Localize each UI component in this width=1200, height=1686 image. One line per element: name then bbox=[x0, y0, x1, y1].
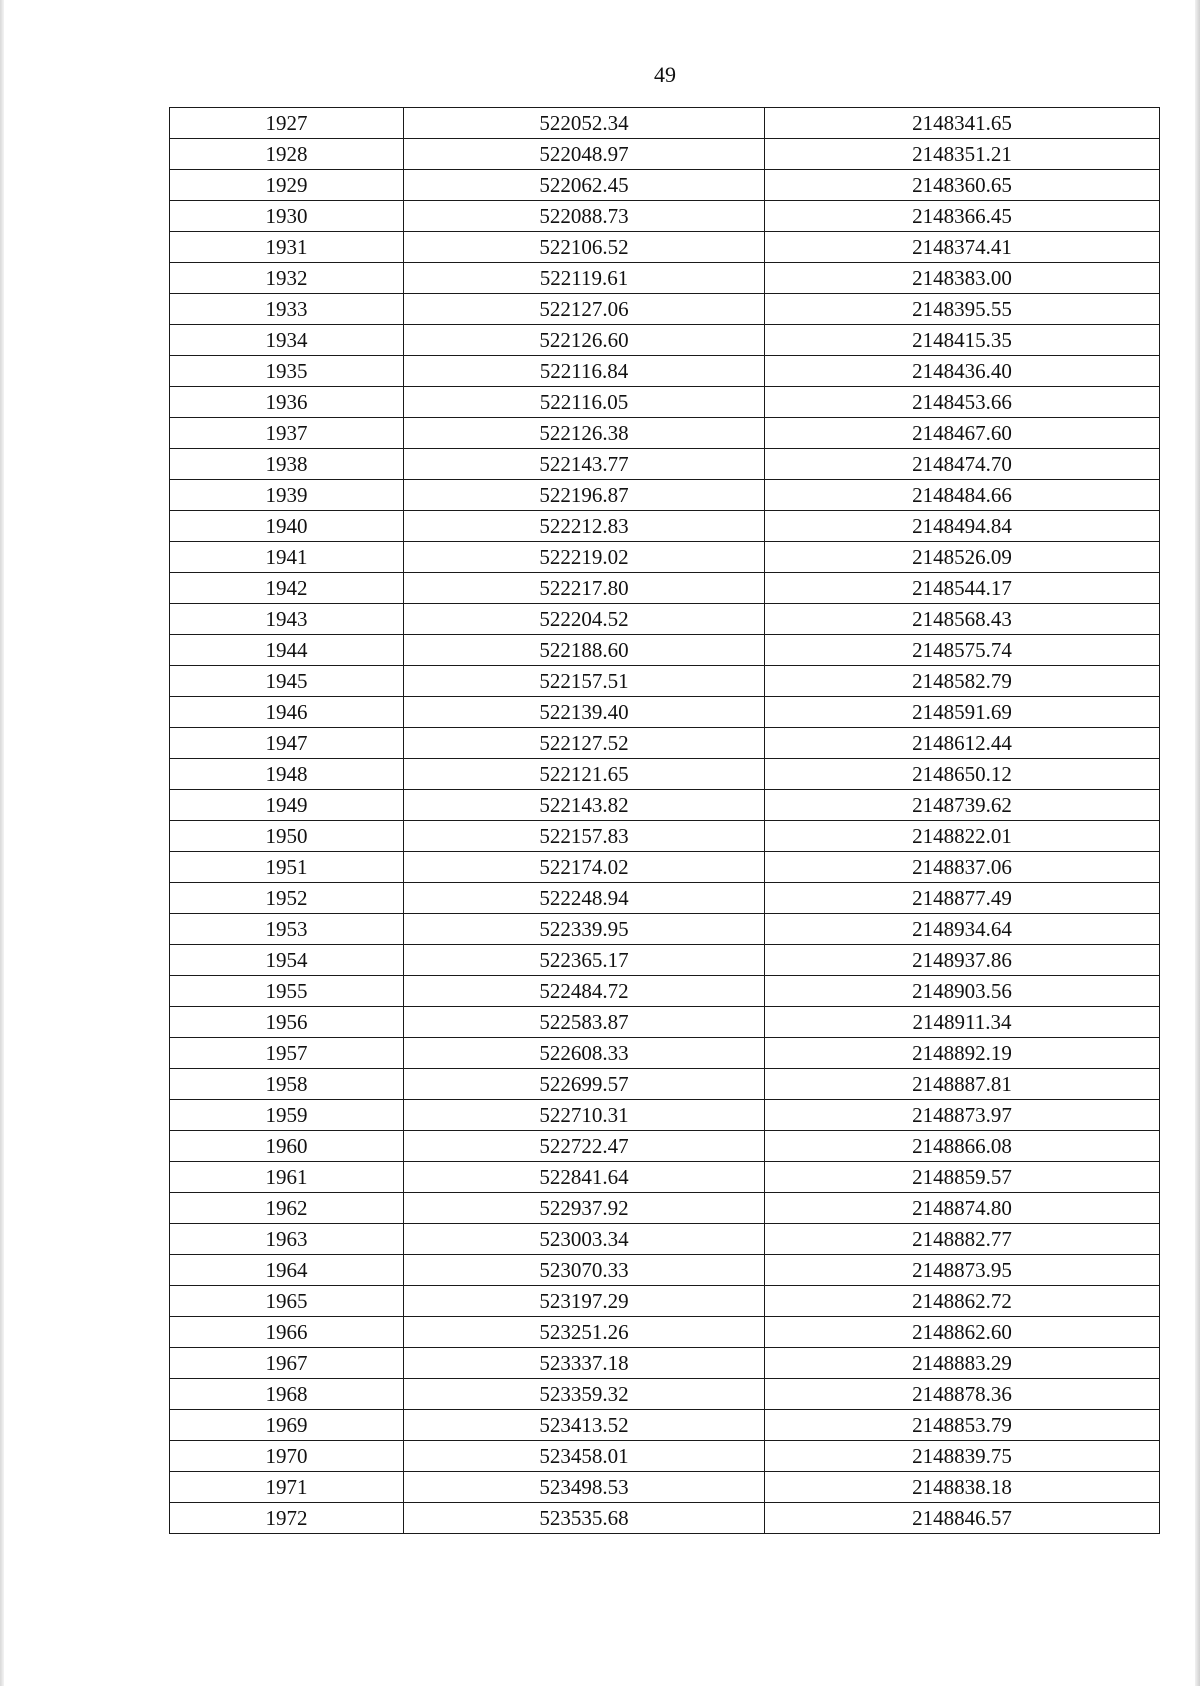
y-coordinate-cell: 2148878.36 bbox=[765, 1379, 1160, 1410]
point-number-cell: 1968 bbox=[170, 1379, 404, 1410]
y-coordinate-cell: 2148582.79 bbox=[765, 666, 1160, 697]
table-row bbox=[170, 1348, 1160, 1379]
table-row bbox=[170, 1069, 1160, 1100]
x-coordinate-cell: 523251.26 bbox=[404, 1317, 765, 1348]
point-number-cell: 1969 bbox=[170, 1410, 404, 1441]
table-row bbox=[170, 1007, 1160, 1038]
table-row bbox=[170, 728, 1160, 759]
x-coordinate-cell: 522196.87 bbox=[404, 480, 765, 511]
x-coordinate-cell: 522052.34 bbox=[404, 108, 765, 139]
point-number-cell: 1958 bbox=[170, 1069, 404, 1100]
table-row bbox=[170, 573, 1160, 604]
point-number-cell: 1967 bbox=[170, 1348, 404, 1379]
x-coordinate-cell: 522127.06 bbox=[404, 294, 765, 325]
x-coordinate-cell: 523359.32 bbox=[404, 1379, 765, 1410]
y-coordinate-cell: 2148911.34 bbox=[765, 1007, 1160, 1038]
table-row bbox=[170, 1224, 1160, 1255]
x-coordinate-cell: 522339.95 bbox=[404, 914, 765, 945]
point-number-cell: 1934 bbox=[170, 325, 404, 356]
x-coordinate-cell: 522841.64 bbox=[404, 1162, 765, 1193]
point-number-cell: 1962 bbox=[170, 1193, 404, 1224]
x-coordinate-cell: 522212.83 bbox=[404, 511, 765, 542]
point-number-cell: 1945 bbox=[170, 666, 404, 697]
y-coordinate-cell: 2148837.06 bbox=[765, 852, 1160, 883]
point-number-cell: 1927 bbox=[170, 108, 404, 139]
point-number-cell: 1928 bbox=[170, 139, 404, 170]
x-coordinate-cell: 522121.65 bbox=[404, 759, 765, 790]
x-coordinate-cell: 522157.51 bbox=[404, 666, 765, 697]
table-row bbox=[170, 387, 1160, 418]
y-coordinate-cell: 2148873.95 bbox=[765, 1255, 1160, 1286]
x-coordinate-cell: 522119.61 bbox=[404, 263, 765, 294]
scan-edge-left bbox=[0, 0, 4, 1686]
y-coordinate-cell: 2148862.72 bbox=[765, 1286, 1160, 1317]
point-number-cell: 1929 bbox=[170, 170, 404, 201]
y-coordinate-cell: 2148612.44 bbox=[765, 728, 1160, 759]
point-number-cell: 1940 bbox=[170, 511, 404, 542]
y-coordinate-cell: 2148544.17 bbox=[765, 573, 1160, 604]
y-coordinate-cell: 2148436.40 bbox=[765, 356, 1160, 387]
table-row bbox=[170, 263, 1160, 294]
x-coordinate-cell: 522484.72 bbox=[404, 976, 765, 1007]
x-coordinate-cell: 523535.68 bbox=[404, 1503, 765, 1534]
x-coordinate-cell: 522937.92 bbox=[404, 1193, 765, 1224]
y-coordinate-cell: 2148467.60 bbox=[765, 418, 1160, 449]
x-coordinate-cell: 522139.40 bbox=[404, 697, 765, 728]
y-coordinate-cell: 2148374.41 bbox=[765, 232, 1160, 263]
point-number-cell: 1941 bbox=[170, 542, 404, 573]
point-number-cell: 1961 bbox=[170, 1162, 404, 1193]
coordinate-table-container bbox=[169, 107, 1159, 1534]
x-coordinate-cell: 523498.53 bbox=[404, 1472, 765, 1503]
x-coordinate-cell: 522722.47 bbox=[404, 1131, 765, 1162]
x-coordinate-cell: 522143.82 bbox=[404, 790, 765, 821]
point-number-cell: 1957 bbox=[170, 1038, 404, 1069]
x-coordinate-cell: 523070.33 bbox=[404, 1255, 765, 1286]
table-row bbox=[170, 790, 1160, 821]
table-row bbox=[170, 1162, 1160, 1193]
table-row bbox=[170, 1503, 1160, 1534]
y-coordinate-cell: 2148839.75 bbox=[765, 1441, 1160, 1472]
point-number-cell: 1955 bbox=[170, 976, 404, 1007]
table-row bbox=[170, 108, 1160, 139]
x-coordinate-cell: 522248.94 bbox=[404, 883, 765, 914]
x-coordinate-cell: 523197.29 bbox=[404, 1286, 765, 1317]
table-row bbox=[170, 449, 1160, 480]
point-number-cell: 1936 bbox=[170, 387, 404, 418]
table-row bbox=[170, 1286, 1160, 1317]
table-row bbox=[170, 635, 1160, 666]
y-coordinate-cell: 2148846.57 bbox=[765, 1503, 1160, 1534]
table-row bbox=[170, 1255, 1160, 1286]
table-row bbox=[170, 821, 1160, 852]
point-number-cell: 1959 bbox=[170, 1100, 404, 1131]
point-number-cell: 1960 bbox=[170, 1131, 404, 1162]
point-number-cell: 1951 bbox=[170, 852, 404, 883]
table-row bbox=[170, 356, 1160, 387]
x-coordinate-cell: 522174.02 bbox=[404, 852, 765, 883]
point-number-cell: 1938 bbox=[170, 449, 404, 480]
table-row bbox=[170, 1441, 1160, 1472]
y-coordinate-cell: 2148366.45 bbox=[765, 201, 1160, 232]
point-number-cell: 1965 bbox=[170, 1286, 404, 1317]
table-row bbox=[170, 139, 1160, 170]
y-coordinate-cell: 2148877.49 bbox=[765, 883, 1160, 914]
y-coordinate-cell: 2148575.74 bbox=[765, 635, 1160, 666]
y-coordinate-cell: 2148937.86 bbox=[765, 945, 1160, 976]
table-row bbox=[170, 1131, 1160, 1162]
table-row bbox=[170, 1410, 1160, 1441]
x-coordinate-cell: 523458.01 bbox=[404, 1441, 765, 1472]
table-row bbox=[170, 170, 1160, 201]
point-number-cell: 1944 bbox=[170, 635, 404, 666]
y-coordinate-cell: 2148568.43 bbox=[765, 604, 1160, 635]
y-coordinate-cell: 2148351.21 bbox=[765, 139, 1160, 170]
point-number-cell: 1939 bbox=[170, 480, 404, 511]
y-coordinate-cell: 2148882.77 bbox=[765, 1224, 1160, 1255]
table-row bbox=[170, 914, 1160, 945]
y-coordinate-cell: 2148874.80 bbox=[765, 1193, 1160, 1224]
y-coordinate-cell: 2148887.81 bbox=[765, 1069, 1160, 1100]
point-number-cell: 1952 bbox=[170, 883, 404, 914]
x-coordinate-cell: 522219.02 bbox=[404, 542, 765, 573]
table-row bbox=[170, 852, 1160, 883]
y-coordinate-cell: 2148903.56 bbox=[765, 976, 1160, 1007]
x-coordinate-cell: 522106.52 bbox=[404, 232, 765, 263]
y-coordinate-cell: 2148526.09 bbox=[765, 542, 1160, 573]
point-number-cell: 1966 bbox=[170, 1317, 404, 1348]
x-coordinate-cell: 522116.84 bbox=[404, 356, 765, 387]
table-row bbox=[170, 542, 1160, 573]
x-coordinate-cell: 522188.60 bbox=[404, 635, 765, 666]
point-number-cell: 1935 bbox=[170, 356, 404, 387]
y-coordinate-cell: 2148494.84 bbox=[765, 511, 1160, 542]
table-row bbox=[170, 325, 1160, 356]
point-number-cell: 1930 bbox=[170, 201, 404, 232]
table-row bbox=[170, 418, 1160, 449]
coordinate-table bbox=[169, 107, 1160, 1534]
x-coordinate-cell: 522126.38 bbox=[404, 418, 765, 449]
point-number-cell: 1964 bbox=[170, 1255, 404, 1286]
x-coordinate-cell: 522710.31 bbox=[404, 1100, 765, 1131]
table-row bbox=[170, 511, 1160, 542]
point-number-cell: 1949 bbox=[170, 790, 404, 821]
y-coordinate-cell: 2148484.66 bbox=[765, 480, 1160, 511]
point-number-cell: 1932 bbox=[170, 263, 404, 294]
x-coordinate-cell: 522157.83 bbox=[404, 821, 765, 852]
table-row bbox=[170, 697, 1160, 728]
y-coordinate-cell: 2148474.70 bbox=[765, 449, 1160, 480]
table-row bbox=[170, 1317, 1160, 1348]
point-number-cell: 1937 bbox=[170, 418, 404, 449]
point-number-cell: 1972 bbox=[170, 1503, 404, 1534]
point-number-cell: 1954 bbox=[170, 945, 404, 976]
x-coordinate-cell: 522204.52 bbox=[404, 604, 765, 635]
table-row bbox=[170, 480, 1160, 511]
point-number-cell: 1931 bbox=[170, 232, 404, 263]
point-number-cell: 1943 bbox=[170, 604, 404, 635]
x-coordinate-cell: 522048.97 bbox=[404, 139, 765, 170]
x-coordinate-cell: 522365.17 bbox=[404, 945, 765, 976]
y-coordinate-cell: 2148739.62 bbox=[765, 790, 1160, 821]
point-number-cell: 1950 bbox=[170, 821, 404, 852]
point-number-cell: 1963 bbox=[170, 1224, 404, 1255]
point-number-cell: 1971 bbox=[170, 1472, 404, 1503]
y-coordinate-cell: 2148822.01 bbox=[765, 821, 1160, 852]
x-coordinate-cell: 522699.57 bbox=[404, 1069, 765, 1100]
table-row bbox=[170, 1038, 1160, 1069]
x-coordinate-cell: 523413.52 bbox=[404, 1410, 765, 1441]
y-coordinate-cell: 2148453.66 bbox=[765, 387, 1160, 418]
table-row bbox=[170, 232, 1160, 263]
page-number: 49 bbox=[654, 62, 676, 87]
point-number-cell: 1933 bbox=[170, 294, 404, 325]
x-coordinate-cell: 522062.45 bbox=[404, 170, 765, 201]
table-row bbox=[170, 1193, 1160, 1224]
y-coordinate-cell: 2148866.08 bbox=[765, 1131, 1160, 1162]
x-coordinate-cell: 522088.73 bbox=[404, 201, 765, 232]
x-coordinate-cell: 523337.18 bbox=[404, 1348, 765, 1379]
y-coordinate-cell: 2148859.57 bbox=[765, 1162, 1160, 1193]
coordinate-table-body bbox=[170, 108, 1160, 1534]
y-coordinate-cell: 2148838.18 bbox=[765, 1472, 1160, 1503]
x-coordinate-cell: 522143.77 bbox=[404, 449, 765, 480]
y-coordinate-cell: 2148383.00 bbox=[765, 263, 1160, 294]
y-coordinate-cell: 2148892.19 bbox=[765, 1038, 1160, 1069]
x-coordinate-cell: 522583.87 bbox=[404, 1007, 765, 1038]
table-row bbox=[170, 604, 1160, 635]
point-number-cell: 1942 bbox=[170, 573, 404, 604]
y-coordinate-cell: 2148873.97 bbox=[765, 1100, 1160, 1131]
table-row bbox=[170, 1379, 1160, 1410]
y-coordinate-cell: 2148853.79 bbox=[765, 1410, 1160, 1441]
y-coordinate-cell: 2148650.12 bbox=[765, 759, 1160, 790]
point-number-cell: 1970 bbox=[170, 1441, 404, 1472]
table-row bbox=[170, 976, 1160, 1007]
table-row bbox=[170, 1100, 1160, 1131]
y-coordinate-cell: 2148341.65 bbox=[765, 108, 1160, 139]
y-coordinate-cell: 2148883.29 bbox=[765, 1348, 1160, 1379]
scan-edge-right bbox=[1195, 0, 1200, 1686]
x-coordinate-cell: 522127.52 bbox=[404, 728, 765, 759]
point-number-cell: 1947 bbox=[170, 728, 404, 759]
y-coordinate-cell: 2148360.65 bbox=[765, 170, 1160, 201]
x-coordinate-cell: 522126.60 bbox=[404, 325, 765, 356]
y-coordinate-cell: 2148862.60 bbox=[765, 1317, 1160, 1348]
table-row bbox=[170, 294, 1160, 325]
x-coordinate-cell: 522608.33 bbox=[404, 1038, 765, 1069]
table-row bbox=[170, 666, 1160, 697]
table-row bbox=[170, 945, 1160, 976]
point-number-cell: 1956 bbox=[170, 1007, 404, 1038]
point-number-cell: 1953 bbox=[170, 914, 404, 945]
table-row bbox=[170, 759, 1160, 790]
point-number-cell: 1946 bbox=[170, 697, 404, 728]
x-coordinate-cell: 522217.80 bbox=[404, 573, 765, 604]
point-number-cell: 1948 bbox=[170, 759, 404, 790]
x-coordinate-cell: 523003.34 bbox=[404, 1224, 765, 1255]
y-coordinate-cell: 2148415.35 bbox=[765, 325, 1160, 356]
x-coordinate-cell: 522116.05 bbox=[404, 387, 765, 418]
table-row bbox=[170, 883, 1160, 914]
table-row bbox=[170, 1472, 1160, 1503]
y-coordinate-cell: 2148395.55 bbox=[765, 294, 1160, 325]
y-coordinate-cell: 2148591.69 bbox=[765, 697, 1160, 728]
table-row bbox=[170, 201, 1160, 232]
y-coordinate-cell: 2148934.64 bbox=[765, 914, 1160, 945]
